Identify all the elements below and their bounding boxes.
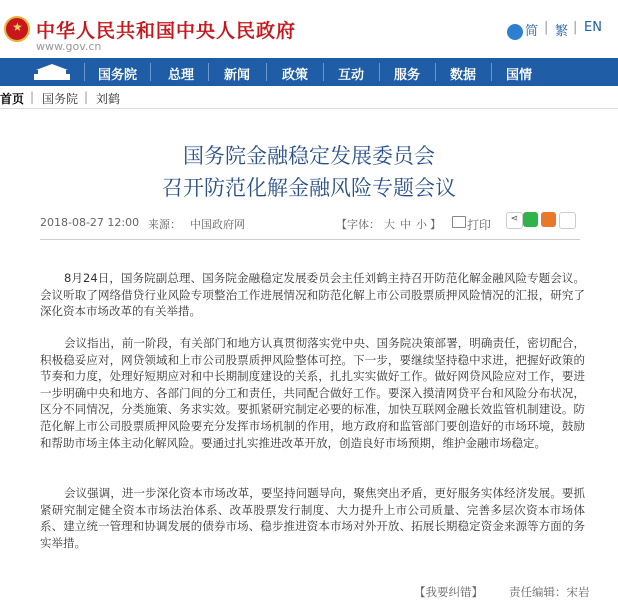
nav-item-national-info[interactable]: 国情: [506, 68, 533, 83]
nav-divider: [266, 63, 267, 81]
breadcrumb: [0, 86, 618, 109]
nav-divider: [379, 63, 380, 81]
util-separator: |: [573, 20, 578, 35]
nav-item-interaction[interactable]: 互动: [338, 68, 365, 83]
nav-divider: [150, 63, 151, 81]
print-button[interactable]: 打印: [467, 218, 492, 232]
print-icon[interactable]: [452, 216, 466, 228]
nav-item-service[interactable]: 服务: [394, 68, 421, 83]
nav-item-premier[interactable]: 总理: [168, 68, 195, 83]
util-link-simplified[interactable]: [507, 20, 538, 40]
util-link-label: 简: [525, 24, 539, 39]
responsible-editor: 责任编辑：宋岩: [509, 585, 590, 599]
report-error-link[interactable]: 【我要纠错】: [414, 585, 483, 599]
font-size-large[interactable]: 大: [384, 218, 395, 231]
nav-item-data[interactable]: 数据: [450, 68, 477, 83]
breadcrumb-separator: |: [30, 90, 35, 104]
nav-divider: [435, 63, 436, 81]
article-paragraph: 会议指出，前一阶段，有关部门和地方认真贯彻落实党中央、国务院决策部署，明确责任，密切配合，积极稳妥应对，网贷领域和上市公司股票质押风险整体可控。下一步，要继续坚持稳中求进，把握好政策的节奏和力度，处理好短期应对和中长期制度建设的关系，扎扎实实做好工作。做好网贷风险应对工作，要进一步明确中央和地方、各部门间的分工和责任，共同配合做好工作。要深入摸清网贷平台和风险分布状况，区分不同情况，分类施策、务求实效。要抓紧研究制定必要的标准，加快互联网金融长效监管机制建设。防范化解上市公司股票质押风险要充分发挥市场机制的作用，地方政府和监管部门要创造好的市场环境，鼓励和帮助市场主体主动化解风险。要通过扎实推进改革开放，创造良好市场预期，维护金融市场稳定。: [40, 336, 585, 450]
nav-divider: [208, 63, 209, 81]
tiananmen-logo-icon[interactable]: [30, 62, 70, 82]
site-title[interactable]: 中华人民共和国中央人民政府: [36, 20, 297, 42]
font-size-small[interactable]: 小: [416, 218, 427, 231]
breadcrumb-home[interactable]: 首页: [0, 92, 25, 106]
util-link-traditional[interactable]: 繁: [555, 24, 569, 39]
font-size-medium[interactable]: 中: [400, 218, 411, 231]
site-header: [0, 0, 618, 58]
globe-icon: [507, 24, 523, 40]
nav-divider: [323, 63, 324, 81]
weibo-icon[interactable]: [541, 212, 556, 227]
util-separator: |: [544, 20, 549, 35]
national-emblem-icon: [4, 16, 30, 42]
site-url: www.gov.cn: [36, 40, 102, 53]
source-label: 来源：: [148, 218, 181, 231]
font-size-close: 】: [430, 218, 441, 231]
nav-divider: [491, 63, 492, 81]
nav-divider: [84, 63, 85, 81]
nav-item-policy[interactable]: 政策: [282, 68, 309, 83]
article-paragraph: 8月24日，国务院副总理、国务院金融稳定发展委员会主任刘鹤主持召开防范化解金融风险专题会议。会议听取了网络借贷行业风险专项整治工作进展情况和防范化解上市公司股票质押风险情况的汇报，研究了深化资本市场改革的有关举措。: [40, 271, 585, 319]
article-title-line2: 召开防范化解金融风险专题会议: [162, 176, 456, 200]
article-title-line1: 国务院金融稳定发展委员会: [183, 144, 435, 168]
article-source: 中国政府网: [190, 218, 245, 231]
article-date: 2018-08-27 12:00: [40, 216, 140, 229]
nav-item-state-council[interactable]: 国务院: [98, 68, 138, 83]
meta-divider: [40, 239, 580, 240]
breadcrumb-state-council[interactable]: 国务院: [42, 92, 79, 106]
nav-item-news[interactable]: 新闻: [224, 68, 251, 83]
font-size-label: 【字体：: [336, 218, 380, 231]
breadcrumb-separator: |: [84, 90, 89, 104]
util-link-english[interactable]: EN: [584, 20, 602, 35]
qzone-icon[interactable]: [559, 212, 576, 229]
wechat-icon[interactable]: [523, 212, 538, 227]
main-nav: [0, 58, 618, 86]
breadcrumb-current[interactable]: 刘鹤: [96, 92, 121, 106]
share-icon[interactable]: ⋖: [506, 212, 523, 229]
article-paragraph: 会议强调，进一步深化资本市场改革，要坚持问题导向，聚焦突出矛盾，更好服务实体经济发展。要抓紧研究制定健全资本市场法治体系、改革股票发行制度、大力提升上市公司质量、完善多层次资本市场体系、建立统一管理和协调发展的债券市场、稳步推进资本市场对外开放、拓展长期稳定资金来源等方面的务实举措。: [40, 486, 585, 550]
